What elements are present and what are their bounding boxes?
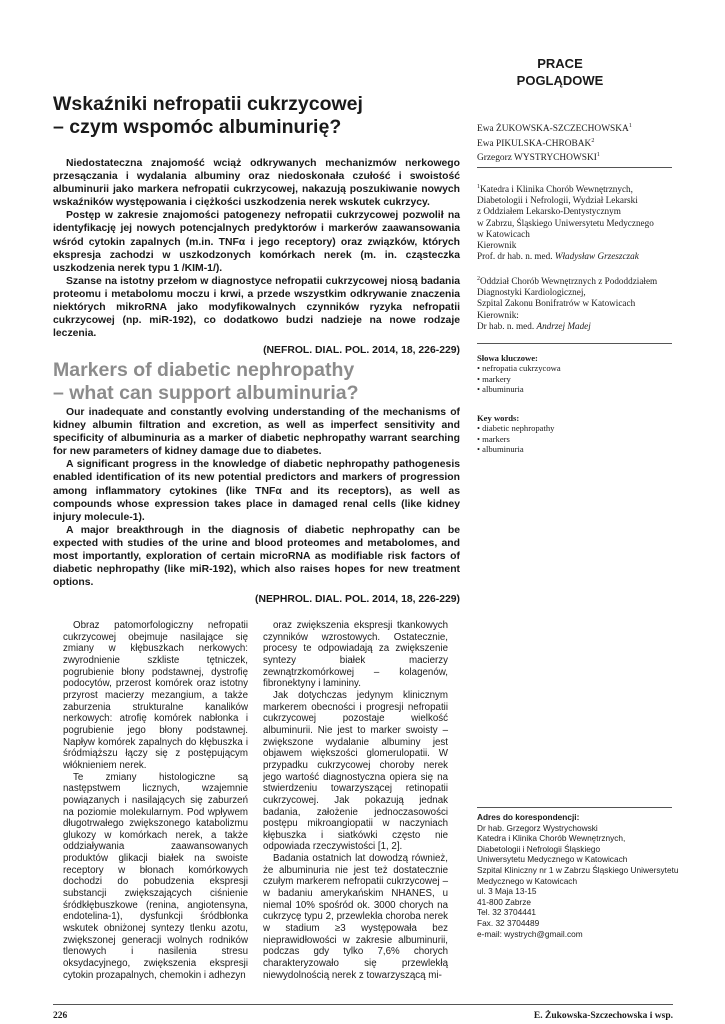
author: Ewa ŻUKOWSKA-SZCZECHOWSKA$^1$ xyxy=(477,123,632,135)
title-english xyxy=(53,359,453,405)
correspondence-box: Adres do korespondencji: Dr hab. Grzegorz Wystrychowski Katedra i Klinika Chorób Wewnętrznych, Diabetologii i Nefrologii Śląskiego Uniwersytetu Medycznego w Katowicach Szpital Kliniczny nr 1 w Zabrzu Śląskiego Uniwersytetu Medycznego w Katowicach ul. 3 Maja 13-15 41-800 Zabrze Tel. 32 3704441 Fax. 32 3704489 e-mail: wystrych@gmail.com xyxy=(477,812,679,939)
abstract-citation: (NEFROL. DIAL. POL. 2014, 18, 226-229) xyxy=(263,345,460,357)
abstract-paragraph: Niedostateczna znajomość wciąż odkrywanych mechanizmów nerkowego przesączania i wydalania albuminy oraz niedoskonała czułość i swoistość albuminurii jako markera nefropatii cukrzycowej, nakazują poszukiwanie nowych wskaźników występowania i ciężkości uszkodzenia nerek wskutek cukrzycy. xyxy=(53,158,460,209)
keyword-item: • albuminuria xyxy=(477,444,524,455)
section-label-line1: PRACE xyxy=(537,56,583,71)
keyword-item: • albuminuria xyxy=(477,384,524,395)
body-column-1 xyxy=(63,620,248,981)
body-paragraph: Te zmiany histologiczne są następstwem licznych, wzajemnie powiązanych i nasilających się zaburzeń na poziomie molekularnym. Pod wpływem długotrwałego zwiększonego katabolizmu glukozy w komórkach nerek, a także oddziaływania zaawansowanych produktów glikacji białek na swoiste receptory w błonach komórkowych dochodzi do pobudzenia ekspresji substancji zwiększających ciśnienie śródkłębuszkowe (renina, angiotensyna, endotelina-1), dysfunkcji śródbłonka wskutek obniżonej syntezy tlenku azotu, zwiększonej generacji wolnych rodników tlenowych i nasilenia stresu oksydacyjnego, zwiększenia ekspresji cytokin prozapalnych, chemokin i adhezyn xyxy=(63,771,248,981)
title-english-line1: Markers of diabetic nephropathy xyxy=(53,359,355,381)
abstract-english xyxy=(53,406,460,606)
keywords-english xyxy=(477,413,667,455)
body-paragraph: Badania ostatnich lat dowodzą również, że albuminuria nie jest też dostatecznie czułym markerem nefropatii cukrzycowej – w badaniu amerykańskim NHANES, u niemal 10% spośród ok. 3000 chorych na cukrzycę typu 2, przewlekła choroba nerek w stadium ≥3 występowała bez nieprawidłowości w zakresie albuminurii, podczas gdy tylko 7,6% chorych charakteryzowało się przewlekłą niewydolnością nerek z towarzyszącą mi- xyxy=(263,853,448,981)
body-column-2 xyxy=(263,620,448,981)
page-number: 226 xyxy=(53,1011,68,1021)
title-polish-line2: – czym wspomóc albuminurię? xyxy=(53,116,342,138)
keywords-heading: Słowa kluczowe: xyxy=(477,353,538,363)
abstract-paragraph: A significant progress in the knowledge of diabetic nephropathy pathogenesis enabled identification of its new potential predictors and markers of progression among inflammatory cytokines (like TNFα and its receptors), as well as compounds whose expression takes place in damaged renal cells (like kidney injury molecule-1). xyxy=(53,459,460,523)
divider xyxy=(477,807,672,808)
body-paragraph: Obraz patomorfologiczny nefropatii cukrzycowej obejmuje nasilające się zmiany w kłębuszkach nerkowych: zwyrodnienie szkliste tętniczek, pogrubienie błony podstawnej, dystrofię podocytów, przerost komórek oraz istotny przyrost macierzy mezangium, a także zaburzenia strukturalne kanalików nerkowych: atrofię komórek nabłonka i pogrubienie jego błony podstawnej. Napływ komórek zapalnych do kłębuszka i śródmiąższu łączy się z postępującym włóknieniem nerek. xyxy=(63,620,248,771)
body-paragraph: Jak dotychczas jedynym klinicznym markerem obecności i progresji nefropatii cukrzycowej pozostaje wielkość albuminurii. Nie jest to marker swoisty – zwiększone wydalanie albuminy jest objawem większości glomerulopatii. W przypadku cukrzycowej choroby nerek jego wartość diagnostyczna opiera się na stwierdzeniu towarzyszącej retinopatii cukrzycowej. Jak pokazują jednak badania, założenie jednoczasowości postępu mikroangiopatii w naczyniach kłębuszka i siatkówki często nie odpowiada rzeczywistości [1, 2]. xyxy=(263,689,448,853)
divider xyxy=(477,167,672,168)
footer-rule xyxy=(53,1004,673,1005)
keyword-item: • nefropatia cukrzycowa xyxy=(477,363,561,374)
abstract-polish xyxy=(53,157,460,357)
author: Grzegorz WYSTRYCHOWSKI$^1$ xyxy=(477,152,600,164)
affiliation-1: $^1$Katedra i Klinika Chorób Wewnętrznych, Diabetologii i Nefrologii, Wydział Lekarski z Oddziałem Lekarsko-Dentystycznym w Zabrzu, Śląskiego Uniwersytetu Medycznego w Katowicach Kierownik Prof. dr hab. n. med. Władysław Grzeszczak xyxy=(477,184,654,262)
running-authors: E. Żukowska-Szczechowska i wsp. xyxy=(533,1011,673,1021)
abstract-paragraph: Postęp w zakresie znajomości patogenezy nefropatii cukrzycowej pozwolił na identyfikację jej nowych potencjalnych predyktorów i markerów zaawansowania wśród cytokin zapalnych (m.in. TNFα i jego receptory) oraz związków, których ekspresja zachodzi w uszkodzonych komórkach nerek (m. in. cząsteczka uszkodzenia nerek typu 1 /KIM-1/). xyxy=(53,210,460,274)
body-paragraph: oraz zwiększenia ekspresji tkankowych czynników wzrostowych. Ostatecznie, procesy te odpowiadają za zwiększenie syntezy białek macierzy zewnątrzkomórkowej – kolagenów, fibronektyny i lamininy. xyxy=(263,620,448,690)
email[interactable]: e-mail: wystrych@gmail.com xyxy=(477,928,583,939)
abstract-paragraph: Szanse na istotny przełom w diagnostyce nefropatii cukrzycowej niosą badania proteomu i metabolomu moczu i krwi, a przede wszystkim odkrywanie znaczenia niektórych mikroRNA jako modyfikowalnych czynników ryzyka nefropatii cukrzycowej (np. miR-192), co dodatkowo budzi nadzieje na nowe rodzaje leczenia. xyxy=(53,275,460,340)
title-polish xyxy=(53,93,453,139)
section-label xyxy=(490,55,630,89)
abstract-paragraph: Our inadequate and constantly evolving understanding of the mechanisms of kidney albumin filtration and excretion, as well as imperfect sensitivity and specificity of albuminuria as a marker of diabetic nephropathy warrant searching for new parameters of kidney damage due to diabetes. xyxy=(53,407,460,458)
author-list xyxy=(477,121,677,165)
divider xyxy=(477,343,672,344)
keywords-heading: Key words: xyxy=(477,413,520,423)
title-english-line2: – what can support albuminuria? xyxy=(53,382,359,404)
keyword-item: • markery xyxy=(477,373,511,384)
abstract-paragraph: A major breakthrough in the diagnosis of diabetic nephropathy can be expected with studies of the urine and blood proteomes and metabolomes, and most importantly, exploration of certain microRNA as modifiable risk factors of diabetic nephropathy (like miR-192), which also raises hopes for new treatment options. xyxy=(53,524,460,589)
author: Ewa PIKULSKA-CHROBAK$^2$ xyxy=(477,137,595,149)
section-label-line2: POGLĄDOWE xyxy=(516,73,604,88)
affiliation-2: $^2$Oddział Chorób Wewnętrznych z Pododdziałem Diagnostyki Kardiologicznej, Szpital Zakonu Bonifratrów w Katowicach Kierownik: Dr hab. n. med. Andrzej Madej xyxy=(477,276,658,331)
keywords-polish xyxy=(477,353,667,395)
abstract-citation: (NEPHROL. DIAL. POL. 2014, 18, 226-229) xyxy=(255,594,460,606)
title-polish-line1: Wskaźniki nefropatii cukrzycowej xyxy=(53,93,363,115)
correspondence-heading: Adres do korespondencji: xyxy=(477,812,580,822)
keyword-item: • diabetic nephropathy xyxy=(477,423,555,434)
keyword-item: • markers xyxy=(477,433,510,444)
